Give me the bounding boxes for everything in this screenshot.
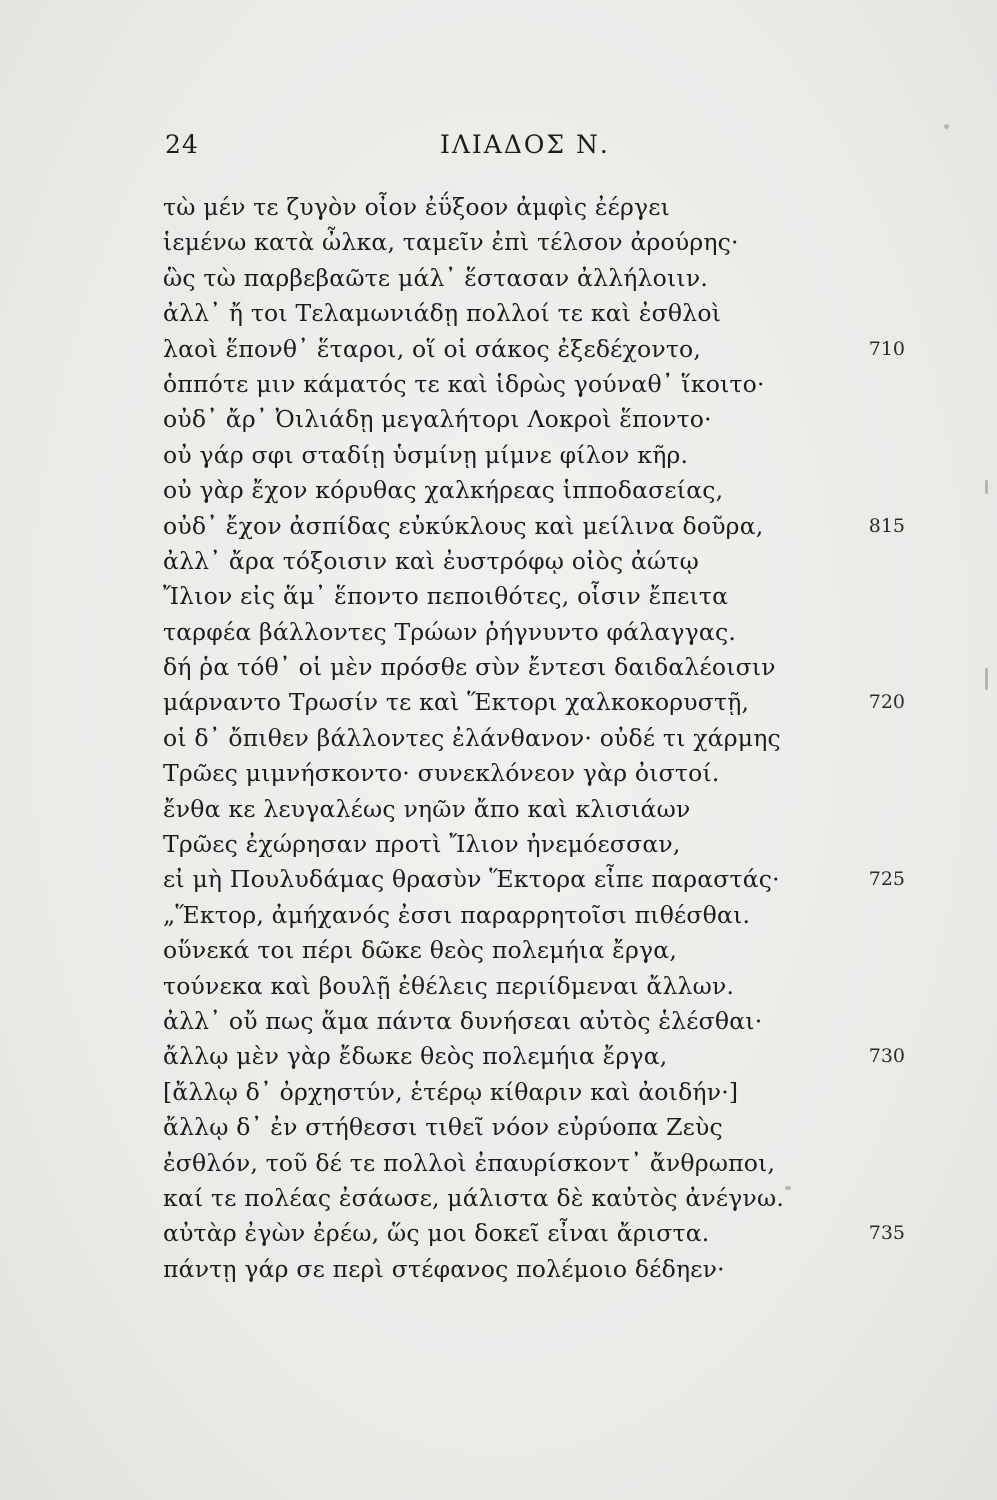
verse-block: [0, 190, 997, 1287]
verse-line: [0, 1039, 997, 1074]
verse-text: ἀλλ᾽ οὔ πως ἅμα πάντα δυνήσεαι αὐτὸς ἑλέσθαι·: [163, 1006, 763, 1035]
verse-text: [ἄλλῳ δ᾽ ὀρχηστύν, ἑτέρῳ κίθαριν καὶ ἀοιδήν·]: [163, 1077, 739, 1106]
verse-line: [0, 190, 997, 225]
verse-text: ἔνθα κε λευγαλέως νηῶν ἄπο καὶ κλισιάων: [163, 794, 691, 823]
line-number: 730: [868, 1045, 905, 1068]
verse-line: [0, 473, 997, 508]
verse-text: πάντῃ γάρ σε περὶ στέφανος πολέμοιο δέδηεν·: [163, 1254, 725, 1283]
verse-line: [0, 827, 997, 862]
verse-line: [0, 544, 997, 579]
verse-text: οὕνεκά τοι πέρι δῶκε θεὸς πολεμήια ἔργα,: [163, 936, 677, 965]
verse-line: [0, 969, 997, 1004]
verse-text: ἄλλῳ δ᾽ ἐν στήθεσσι τιθεῖ νόον εὐρύοπα Ζεὺς: [163, 1113, 723, 1142]
verse-line: [0, 1004, 997, 1039]
verse-line: [0, 685, 997, 720]
verse-line: [0, 792, 997, 827]
verse-line: [0, 1110, 997, 1145]
verse-text: τὼ μέν τε ζυγὸν οἶον ἐΰξοον ἀμφὶς ἐέργει: [163, 193, 671, 221]
verse-line: [0, 438, 997, 473]
line-number: 710: [868, 337, 905, 360]
verse-line: [0, 1075, 997, 1110]
verse-line: [0, 509, 997, 544]
verse-text: ὁππότε μιν κάματός τε καὶ ἱδρὼς γούναθ᾽ ἵκοιτο·: [163, 369, 765, 398]
verse-line: [0, 1216, 997, 1251]
verse-text: εἰ μὴ Πουλυδάμας θρασὺν Ἕκτορα εἶπε παραστάς·: [163, 865, 780, 894]
verse-line: [0, 1252, 997, 1287]
running-title: ΙΛΙΑΔΟΣ Ν.: [440, 130, 610, 159]
verse-text: οἱ δ᾽ ὄπιθεν βάλλοντες ἐλάνθανον· οὐδέ τι χάρμης: [163, 723, 781, 752]
verse-text: οὐδ᾽ ἔχον ἀσπίδας εὐκύκλους καὶ μείλινα δοῦρα,: [163, 511, 764, 540]
verse-line: [0, 225, 997, 260]
page-number: 24: [165, 130, 199, 159]
verse-line: [0, 579, 997, 614]
verse-line: [0, 367, 997, 402]
page-header: [0, 120, 997, 170]
verse-line: [0, 615, 997, 650]
verse-line: [0, 898, 997, 933]
verse-text: ἄλλῳ μὲν γὰρ ἔδωκε θεὸς πολεμήια ἔργα,: [163, 1042, 668, 1071]
verse-text: καί τε πολέας ἐσάωσε, μάλιστα δὲ καὐτὸς ἀνέγνω.: [163, 1183, 785, 1212]
verse-text: ἱεμένω κατὰ ὦλκα, ταμεῖν ἐπὶ τέλσον ἀρούρης·: [163, 228, 739, 257]
verse-text: οὐ γάρ σφι σταδίῃ ὑσμίνῃ μίμνε φίλον κῆρ.: [163, 440, 689, 469]
verse-text: Τρῶες ἐχώρησαν προτὶ Ἴλιον ἠνεμόεσσαν,: [163, 830, 681, 859]
verse-text: ὣς τὼ παρβεβαῶτε μάλ᾽ ἕστασαν ἀλλήλοιιν.: [163, 263, 708, 292]
verse-line: [0, 933, 997, 968]
verse-line: [0, 261, 997, 296]
line-number: 725: [868, 868, 905, 891]
verse-text: λαοὶ ἕπονθ᾽ ἕταροι, οἵ οἱ σάκος ἐξεδέχοντο,: [163, 334, 702, 363]
verse-line: [0, 1181, 997, 1216]
verse-text: αὐτὰρ ἐγὼν ἐρέω, ὥς μοι δοκεῖ εἶναι ἄριστα.: [163, 1219, 710, 1248]
verse-text: „Ἕκτορ, ἀμήχανός ἐσσι παραρρητοῖσι πιθέσθαι.: [163, 900, 751, 929]
verse-text: ταρφέα βάλλοντες Τρώων ῥήγνυντο φάλαγγας.: [163, 617, 737, 646]
verse-text: οὐ γὰρ ἔχον κόρυθας χαλκήρεας ἱπποδασείας,: [163, 476, 724, 505]
verse-line: [0, 756, 997, 791]
verse-text: Ἴλιον εἰς ἅμ᾽ ἕποντο πεποιθότες, οἷσιν ἔπειτα: [163, 582, 729, 611]
verse-text: οὐδ᾽ ἄρ᾽ Ὀιλιάδῃ μεγαλήτορι Λοκροὶ ἕποντο·: [163, 405, 712, 434]
verse-text: ἀλλ᾽ ἤ τοι Τελαμωνιάδῃ πολλοί τε καὶ ἐσθλοὶ: [163, 299, 722, 328]
verse-text: ἀλλ᾽ ἄρα τόξοισιν καὶ ἐυστρόφῳ οἰὸς ἀώτῳ: [163, 546, 699, 575]
verse-line: [0, 332, 997, 367]
line-number: 720: [868, 691, 905, 714]
verse-line: [0, 402, 997, 437]
verse-text: ἐσθλόν, τοῦ δέ τε πολλοὶ ἐπαυρίσκοντ᾽ ἄνθρωποι,: [163, 1148, 776, 1177]
line-number: 815: [868, 514, 905, 537]
verse-text: Τρῶες μιμνήσκοντο· συνεκλόνεον γὰρ ὀιστοί.: [163, 759, 720, 788]
line-number: 735: [868, 1222, 905, 1245]
verse-text: δή ῥα τόθ᾽ οἱ μὲν πρόσθε σὺν ἔντεσι δαιδαλέοισιν: [163, 653, 776, 682]
verse-text: μάρναντο Τρωσίν τε καὶ Ἕκτορι χαλκοκορυστῇ,: [163, 688, 750, 717]
verse-line: [0, 721, 997, 756]
verse-text: τούνεκα καὶ βουλῇ ἐθέλεις περιίδμεναι ἄλλων.: [163, 971, 735, 1000]
verse-line: [0, 862, 997, 897]
verse-line: [0, 650, 997, 685]
verse-line: [0, 1146, 997, 1181]
verse-line: [0, 296, 997, 331]
